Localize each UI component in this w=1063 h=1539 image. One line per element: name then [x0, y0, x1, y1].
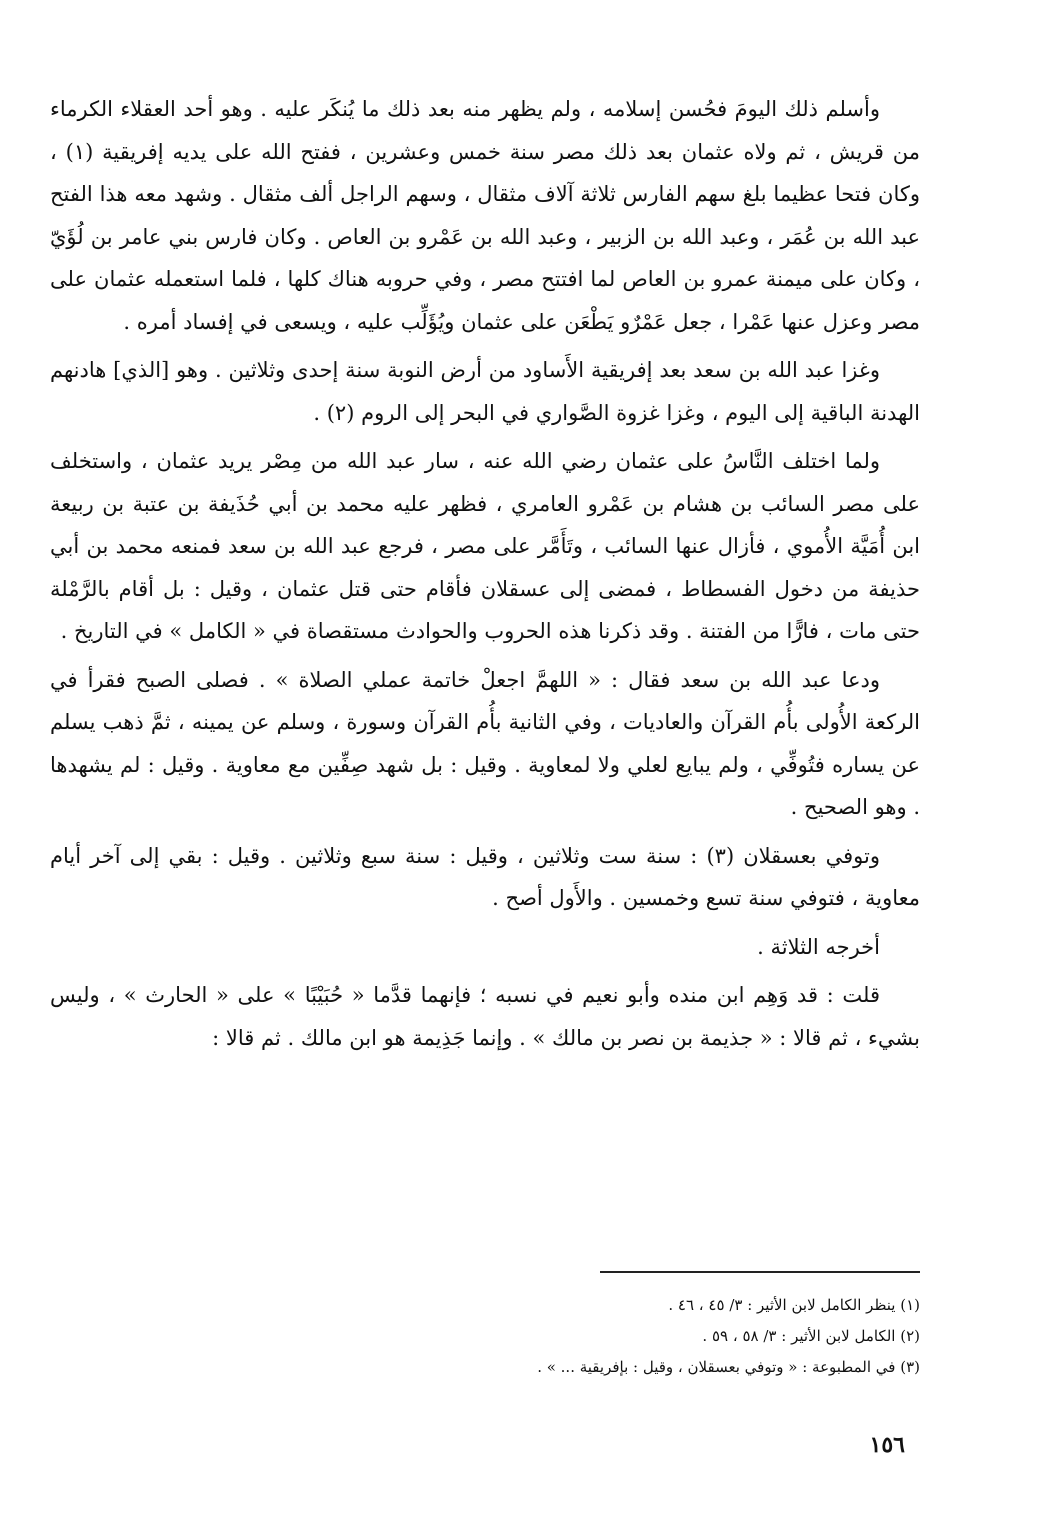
- paragraph: ودعا عبد الله بن سعد فقال : « اللهمَّ اجعلْ خاتمة عملي الصلاة » . فصلى الصبح فقرأ في الركعة الأُولى بأُم القرآن والعاديات ، وفي الثانية بأُم القرآن وسورة ، وسلم عن يمينه ، ثمَّ ذهب يسلم عن يساره فتُوفِّي ، ولم يبايع لعلي ولا لمعاوية . وقيل : بل شهد صِفِّين مع معاوية . وقيل : لم يشهدها . وهو الصحيح .: [50, 667, 920, 819]
- footnote: (٣) في المطبوعة : « وتوفي بعسقلان ، وقيل : بإفريقية ... » .: [537, 1358, 920, 1376]
- footnote: (٢) الكامل لابن الأثير : ٣/ ٥٨ ، ٥٩ .: [702, 1327, 920, 1345]
- page-number: ١٥٦: [869, 1432, 905, 1458]
- paragraph: وأسلم ذلك اليومَ فحُسن إسلامه ، ولم يظهر منه بعد ذلك ما يُنكَر عليه . وهو أحد العقلاء الكرماء من قريش ، ثم ولاه عثمان بعد ذلك مصر سنة خمس وعشرين ، ففتح الله على يديه إفريقية (١) ، وكان فتحا عظيما بلغ سهم الفارس ثلاثة آلاف مثقال ، وسهم الراجل ألف مثقال . وشهد معه هذا الفتح عبد الله بن عُمَر ، وعبد الله بن الزبير ، وعبد الله بن عَمْرو بن العاص . وكان فارس بني عامر بن لُؤَيّ ، وكان على ميمنة عمرو بن العاص لما افتتح مصر ، وفي حروبه هناك كلها ، فلما استعمله عثمان على مصر وعزل عنها عَمْرا ، جعل عَمْرٌو يَطْعَن على عثمان ويُؤَلِّب عليه ، ويسعى في إفساد أمره .: [50, 97, 920, 334]
- paragraph: أخرجه الثلاثة .: [757, 934, 880, 959]
- main-text: [50, 88, 920, 1065]
- footnote: (١) ينظر الكامل لابن الأثير : ٣/ ٤٥ ، ٤٦ .: [668, 1296, 920, 1314]
- paragraph: وتوفي بعسقلان (٣) : سنة ست وثلاثين ، وقيل : سنة سبع وثلاثين . وقيل : بقي إلى آخر أيام معاوية ، فتوفي سنة تسع وخمسين . والأَول أصح .: [50, 843, 920, 910]
- paragraph: قلت : قد وَهِم ابن منده وأبو نعيم في نسبه ؛ فإنهما قدَّما « حُبَيْبًا » على « الحارث » ، وليس بشيء ، ثم قالا : « جذيمة بن نصر بن مالك » . وإنما جَذِيمة هو ابن مالك . ثم قالا :: [50, 983, 920, 1050]
- paragraph: ولما اختلف النَّاسُ على عثمان رضي الله عنه ، سار عبد الله من مِصْر يريد عثمان ، واستخلف على مصر السائب بن هشام بن عَمْرو العامري ، فظهر عليه محمد بن أبي حُذَيفة بن عتبة بن ربيعة ابن أُمَيَّة الأُموي ، فأزال عنها السائب ، وتَأَمَّر على مصر ، فرجع عبد الله بن سعد فمنعه محمد بن أبي حذيفة من دخول الفسطاط ، فمضى إلى عسقلان فأقام حتى قتل عثمان ، وقيل : بل أقام بالرَّمْلة حتى مات ، فارًّا من الفتنة . وقد ذكرنا هذه الحروب والحوادث مستقصاة في « الكامل » في التاريخ .: [50, 449, 920, 643]
- footnotes: [200, 1290, 920, 1383]
- footnote-divider: [600, 1271, 920, 1273]
- paragraph: وغزا عبد الله بن سعد بعد إفريقية الأَساود من أرض النوبة سنة إحدى وثلاثين . وهو [الذي] هادنهم الهدنة الباقية إلى اليوم ، وغزا غزوة الصَّواري في البحر إلى الروم (٢) .: [50, 358, 920, 425]
